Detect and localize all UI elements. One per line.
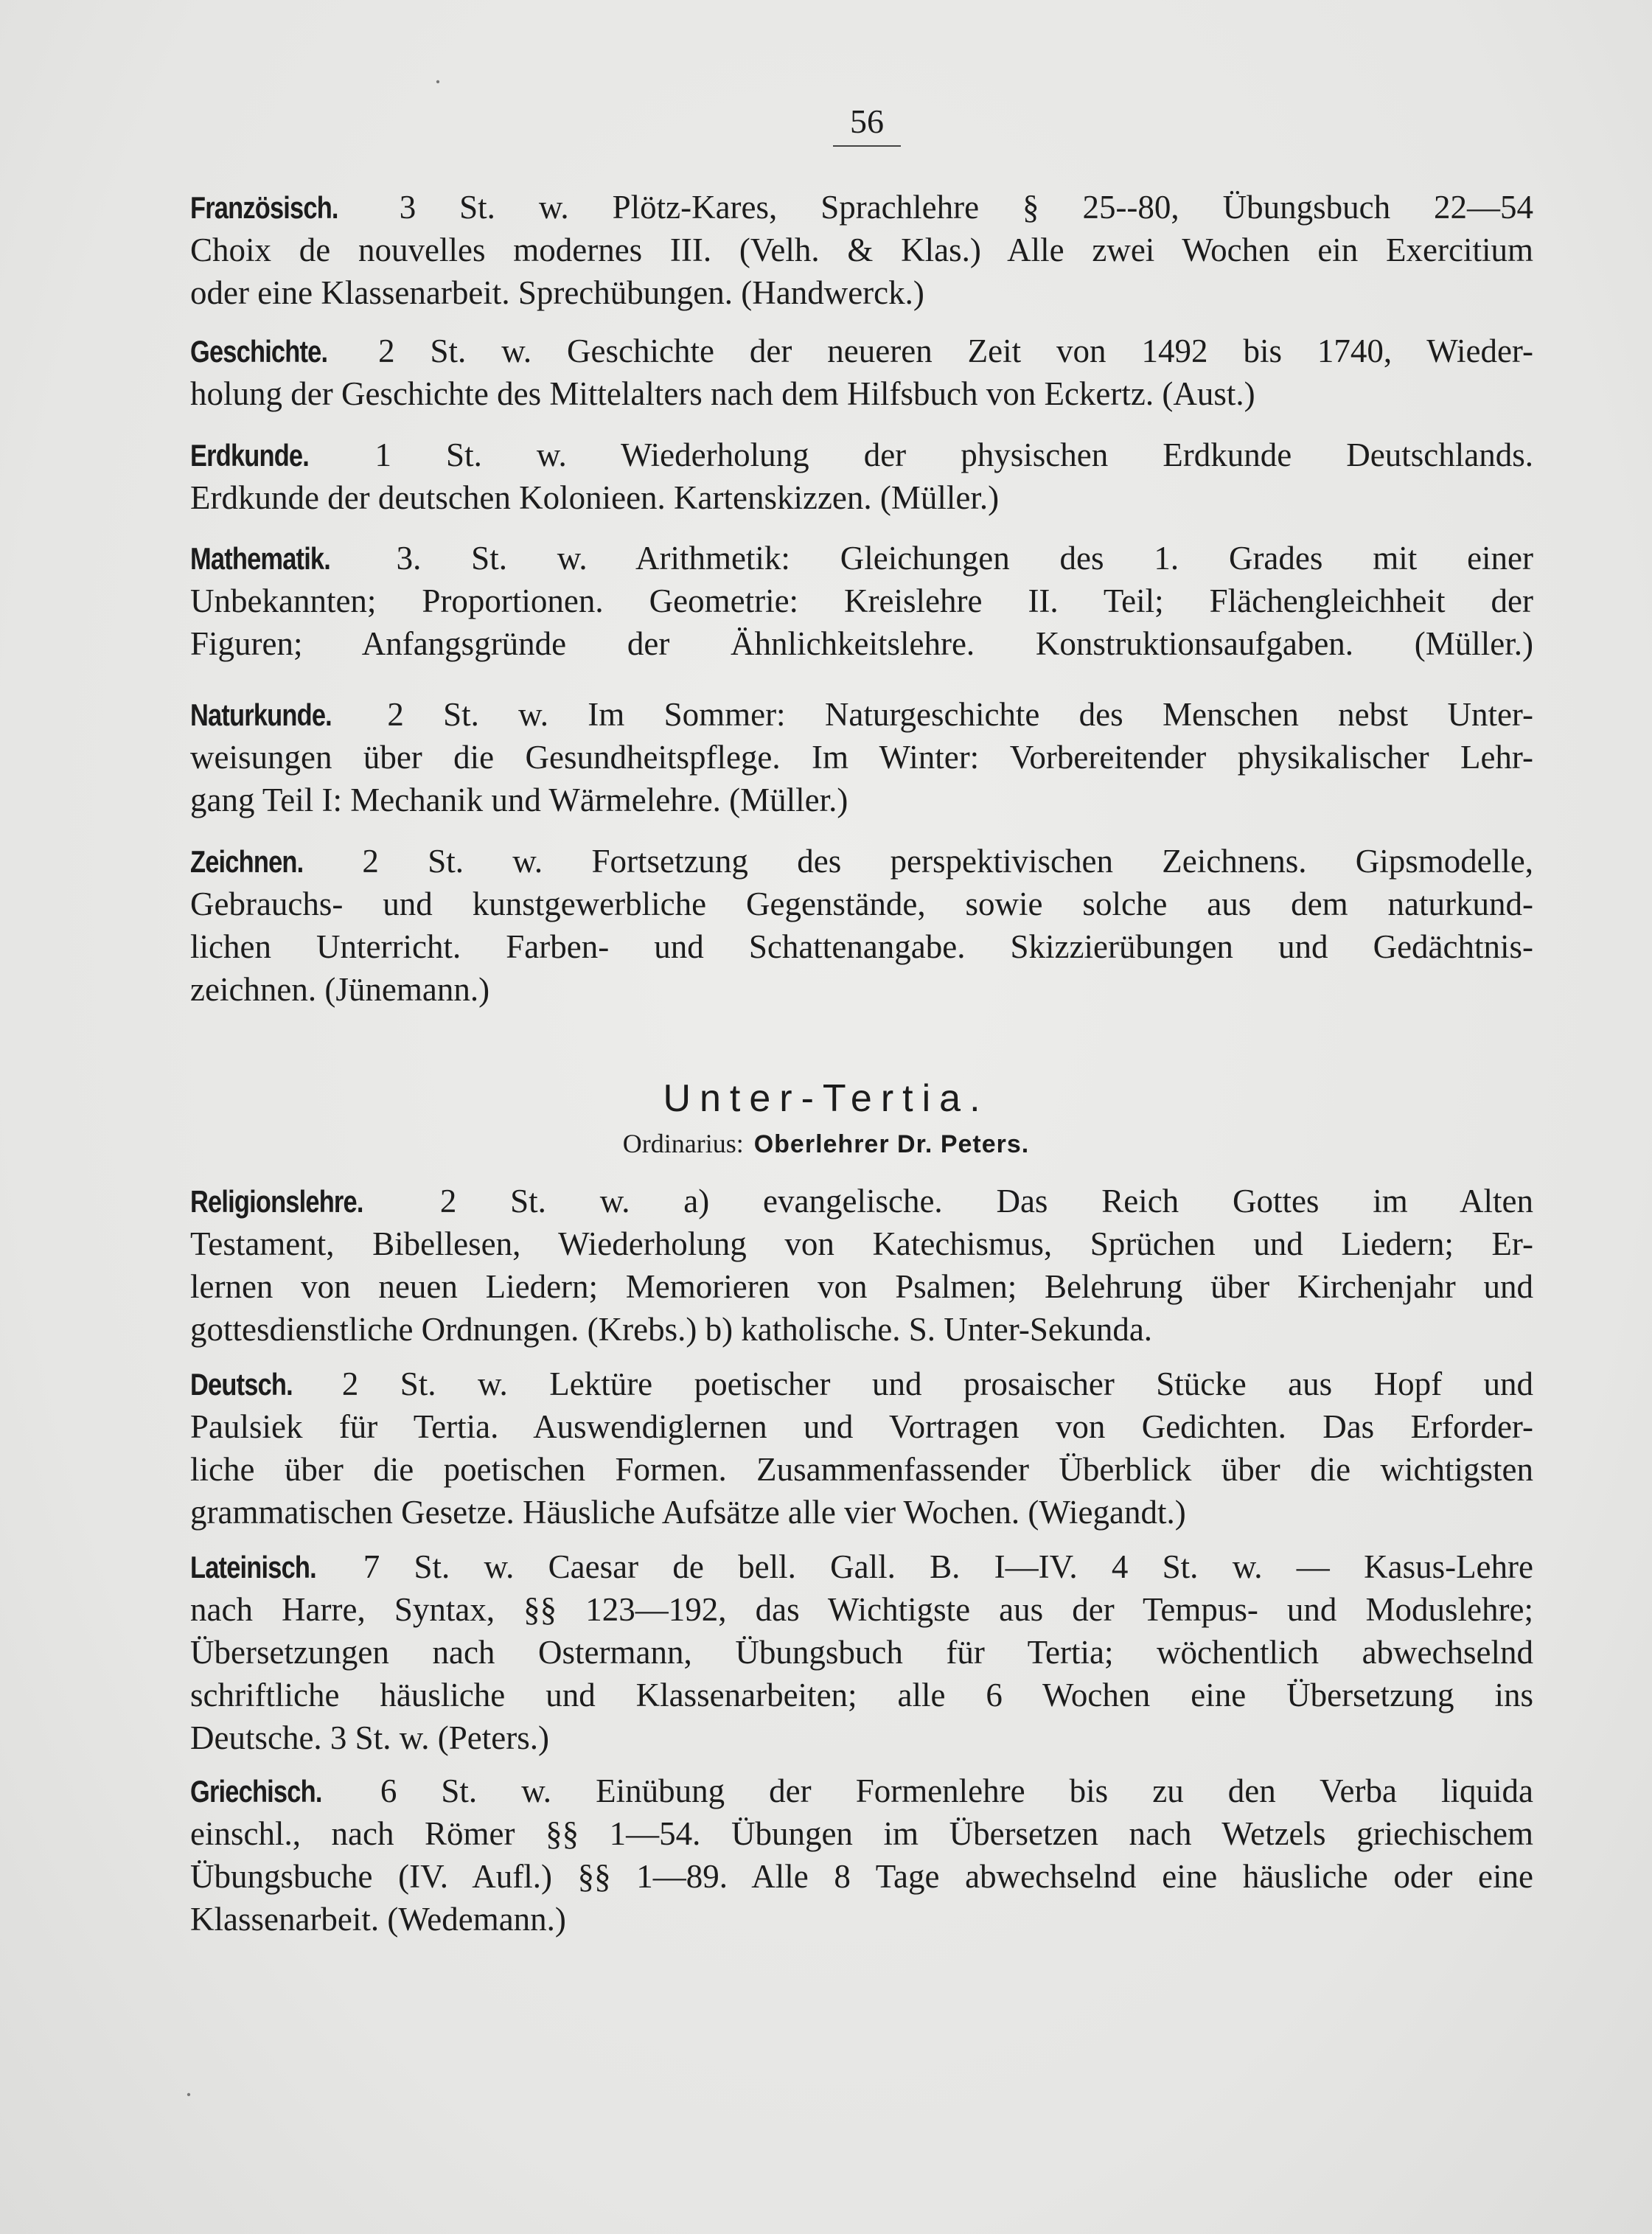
entry-text: 2 St. w. Geschichte der neueren Zeit von 1492 bis 1740, Wieder-	[378, 333, 1533, 369]
entry-text: Figuren; Anfangsgründe der Ähnlichkeitslehre. Konstruktionsaufgaben. (Müller.)	[190, 625, 1533, 662]
entry-griechisch	[190, 1770, 1533, 1941]
entry-text: nach Harre, Syntax, §§ 123—192, das Wichtigste aus der Tempus- und Moduslehre;	[190, 1591, 1533, 1628]
subject-heading: Lateinisch.	[190, 1550, 316, 1584]
entry-franzoesisch	[190, 186, 1533, 314]
entry-text: Paulsiek für Tertia. Auswendiglernen und Vortragen von Gedichten. Das Erforder-	[190, 1408, 1533, 1445]
entry-geschichte	[190, 330, 1533, 415]
entry-text: 2 St. w. a) evangelische. Das Reich Gottes im Alten	[439, 1183, 1533, 1219]
entry-text: einschl., nach Römer §§ 1—54. Übungen im Übersetzen nach Wetzels griechischem	[190, 1815, 1533, 1852]
subject-heading: Geschichte.	[190, 334, 328, 369]
entry-text: 3. St. w. Arithmetik: Gleichungen des 1. Grades mit einer	[396, 540, 1533, 577]
entry-zeichnen	[190, 840, 1533, 1011]
scan-speck: ·	[433, 67, 442, 97]
entry-text: zeichnen. (Jünemann.)	[190, 971, 490, 1008]
entry-text: 2 St. w. Fortsetzung des perspektivischen Zeichnens. Gipsmodelle,	[362, 843, 1533, 880]
entry-religionslehre	[190, 1180, 1533, 1351]
subject-heading: Religionslehre.	[190, 1184, 363, 1219]
entry-text: gang Teil I: Mechanik und Wärmelehre. (Müller.)	[190, 782, 848, 818]
page-number: 56	[833, 102, 901, 147]
section-title: Unter-Tertia.	[663, 1077, 989, 1120]
entry-text: 2 St. w. Im Sommer: Naturgeschichte des Menschen nebst Unter-	[387, 696, 1533, 733]
subject-heading: Mathematik.	[190, 541, 331, 576]
entry-text: 3 St. w. Plötz-Kares, Sprachlehre § 25--80, Übungsbuch 22—54	[399, 189, 1533, 226]
scan-speck: ·	[184, 2080, 193, 2109]
ordinarius-label: Ordinarius:	[622, 1129, 744, 1158]
ordinarius-line	[0, 1128, 1652, 1159]
subject-heading: Deutsch.	[190, 1367, 293, 1402]
entry-text: Erdkunde der deutschen Kolonieen. Kartenskizzen. (Müller.)	[190, 479, 1000, 516]
entry-text: oder eine Klassenarbeit. Sprechübungen. (Handwerck.)	[190, 274, 924, 311]
entry-text: grammatischen Gesetze. Häusliche Aufsätze alle vier Wochen. (Wiegandt.)	[190, 1494, 1186, 1531]
entry-text: Übersetzungen nach Ostermann, Übungsbuch für Tertia; wöchentlich abwechselnd	[190, 1634, 1533, 1671]
entry-text: Choix de nouvelles modernes III. (Velh. & Klas.) Alle zwei Wochen ein Exercitium	[190, 232, 1533, 268]
entry-text: schriftliche häusliche und Klassenarbeiten; alle 6 Wochen eine Übersetzung ins	[190, 1677, 1533, 1713]
entry-text: Testament, Bibellesen, Wiederholung von Katechismus, Sprüchen und Liedern; Er-	[190, 1225, 1533, 1262]
entry-text: gottesdienstliche Ordnungen. (Krebs.) b) katholische. S. Unter-Sekunda.	[190, 1311, 1153, 1348]
entry-text: Unbekannten; Proportionen. Geometrie: Kreislehre II. Teil; Flächengleichheit der	[190, 582, 1533, 619]
entry-text: Übungsbuche (IV. Aufl.) §§ 1—89. Alle 8 Tage abwechselnd eine häusliche oder eine	[190, 1858, 1533, 1895]
subject-heading: Griechisch.	[190, 1774, 322, 1809]
entry-text: Gebrauchs- und kunstgewerbliche Gegenstände, sowie solche aus dem naturkund-	[190, 885, 1533, 922]
entry-deutsch	[190, 1363, 1533, 1534]
entry-text: Deutsche. 3 St. w. (Peters.)	[190, 1719, 549, 1756]
ordinarius-name: Oberlehrer Dr. Peters.	[753, 1130, 1030, 1158]
entry-text: holung der Geschichte des Mittelalters nach dem Hilfsbuch von Eckertz. (Aust.)	[190, 375, 1255, 412]
entry-text: lichen Unterricht. Farben- und Schattenangabe. Skizzierübungen und Gedächtnis-	[190, 928, 1533, 965]
entry-text: 1 St. w. Wiederholung der physischen Erdkunde Deutschlands.	[374, 436, 1533, 473]
entry-text: 2 St. w. Lektüre poetischer und prosaischer Stücke aus Hopf und	[341, 1365, 1533, 1402]
subject-heading: Zeichnen.	[190, 844, 304, 879]
entry-text: lernen von neuen Liedern; Memorieren von Psalmen; Belehrung über Kirchenjahr und	[190, 1268, 1533, 1305]
subject-heading: Erdkunde.	[190, 438, 310, 473]
subject-heading: Naturkunde.	[190, 697, 332, 732]
entry-naturkunde	[190, 693, 1533, 821]
entry-text: weisungen über die Gesundheitspflege. Im Winter: Vorbereitender physikalischer Lehr-	[190, 739, 1533, 776]
entry-text: 6 St. w. Einübung der Formenlehre bis zu den Verba liquida	[380, 1772, 1533, 1809]
entry-mathematik	[190, 537, 1533, 665]
entry-text: Klassenarbeit. (Wedemann.)	[190, 1901, 566, 1938]
entry-text: liche über die poetischen Formen. Zusammenfassender Überblick über die wichtigsten	[190, 1451, 1533, 1488]
subject-heading: Französisch.	[190, 190, 338, 225]
entry-lateinisch	[190, 1545, 1533, 1759]
entry-erdkunde	[190, 434, 1533, 519]
entry-text: 7 St. w. Caesar de bell. Gall. B. I—IV. 4 St. w. — Kasus-Lehre	[363, 1548, 1533, 1585]
